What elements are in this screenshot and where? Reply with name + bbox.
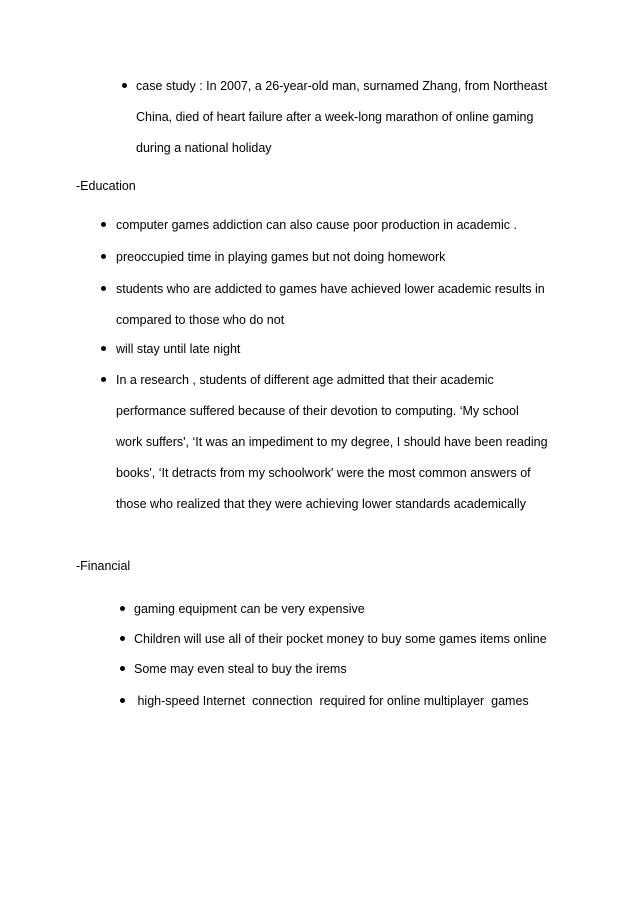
bullet-line: gaming equipment can be very expensive	[134, 602, 365, 616]
bullet-line: Some may even steal to buy the irems	[134, 662, 347, 676]
bullet-icon	[101, 222, 106, 227]
bullet-icon	[101, 377, 106, 382]
bullet-icon	[122, 83, 127, 88]
bullet-icon	[101, 286, 106, 291]
bullet-icon	[120, 606, 125, 611]
bullet-line: performance suffered because of their devotion to computing. ‘My school	[116, 404, 519, 418]
bullet-line: students who are addicted to games have achieved lower academic results in	[116, 282, 545, 296]
bullet-icon	[120, 636, 125, 641]
bullet-line: preoccupied time in playing games but not doing homework	[116, 250, 446, 264]
section-heading-financial: -Financial	[76, 559, 131, 573]
bullet-line: during a national holiday	[136, 141, 272, 155]
bullet-line: will stay until late night	[116, 342, 241, 356]
bullet-icon	[120, 666, 125, 671]
bullet-line: compared to those who do not	[116, 313, 285, 327]
bullet-line: Children will use all of their pocket money to buy some games items online	[134, 632, 547, 646]
bullet-line: China, died of heart failure after a week-long marathon of online gaming	[136, 110, 534, 124]
bullet-line: books', ‘It detracts from my schoolwork' were the most common answers of	[116, 466, 531, 480]
bullet-line: work suffers', ‘It was an impediment to my degree, I should have been reading	[116, 435, 548, 449]
section-heading-education: -Education	[76, 179, 136, 193]
bullet-line: computer games addiction can also cause poor production in academic .	[116, 218, 517, 232]
bullet-line: case study : In 2007, a 26-year-old man, surnamed Zhang, from Northeast	[136, 79, 548, 93]
bullet-icon	[101, 254, 106, 259]
bullet-line: In a research , students of different age admitted that their academic	[116, 373, 494, 387]
bullet-icon	[120, 698, 125, 703]
bullet-line: those who realized that they were achieving lower standards academically	[116, 497, 526, 511]
bullet-line: high-speed Internet connection required for online multiplayer games	[134, 694, 529, 708]
bullet-icon	[101, 346, 106, 351]
